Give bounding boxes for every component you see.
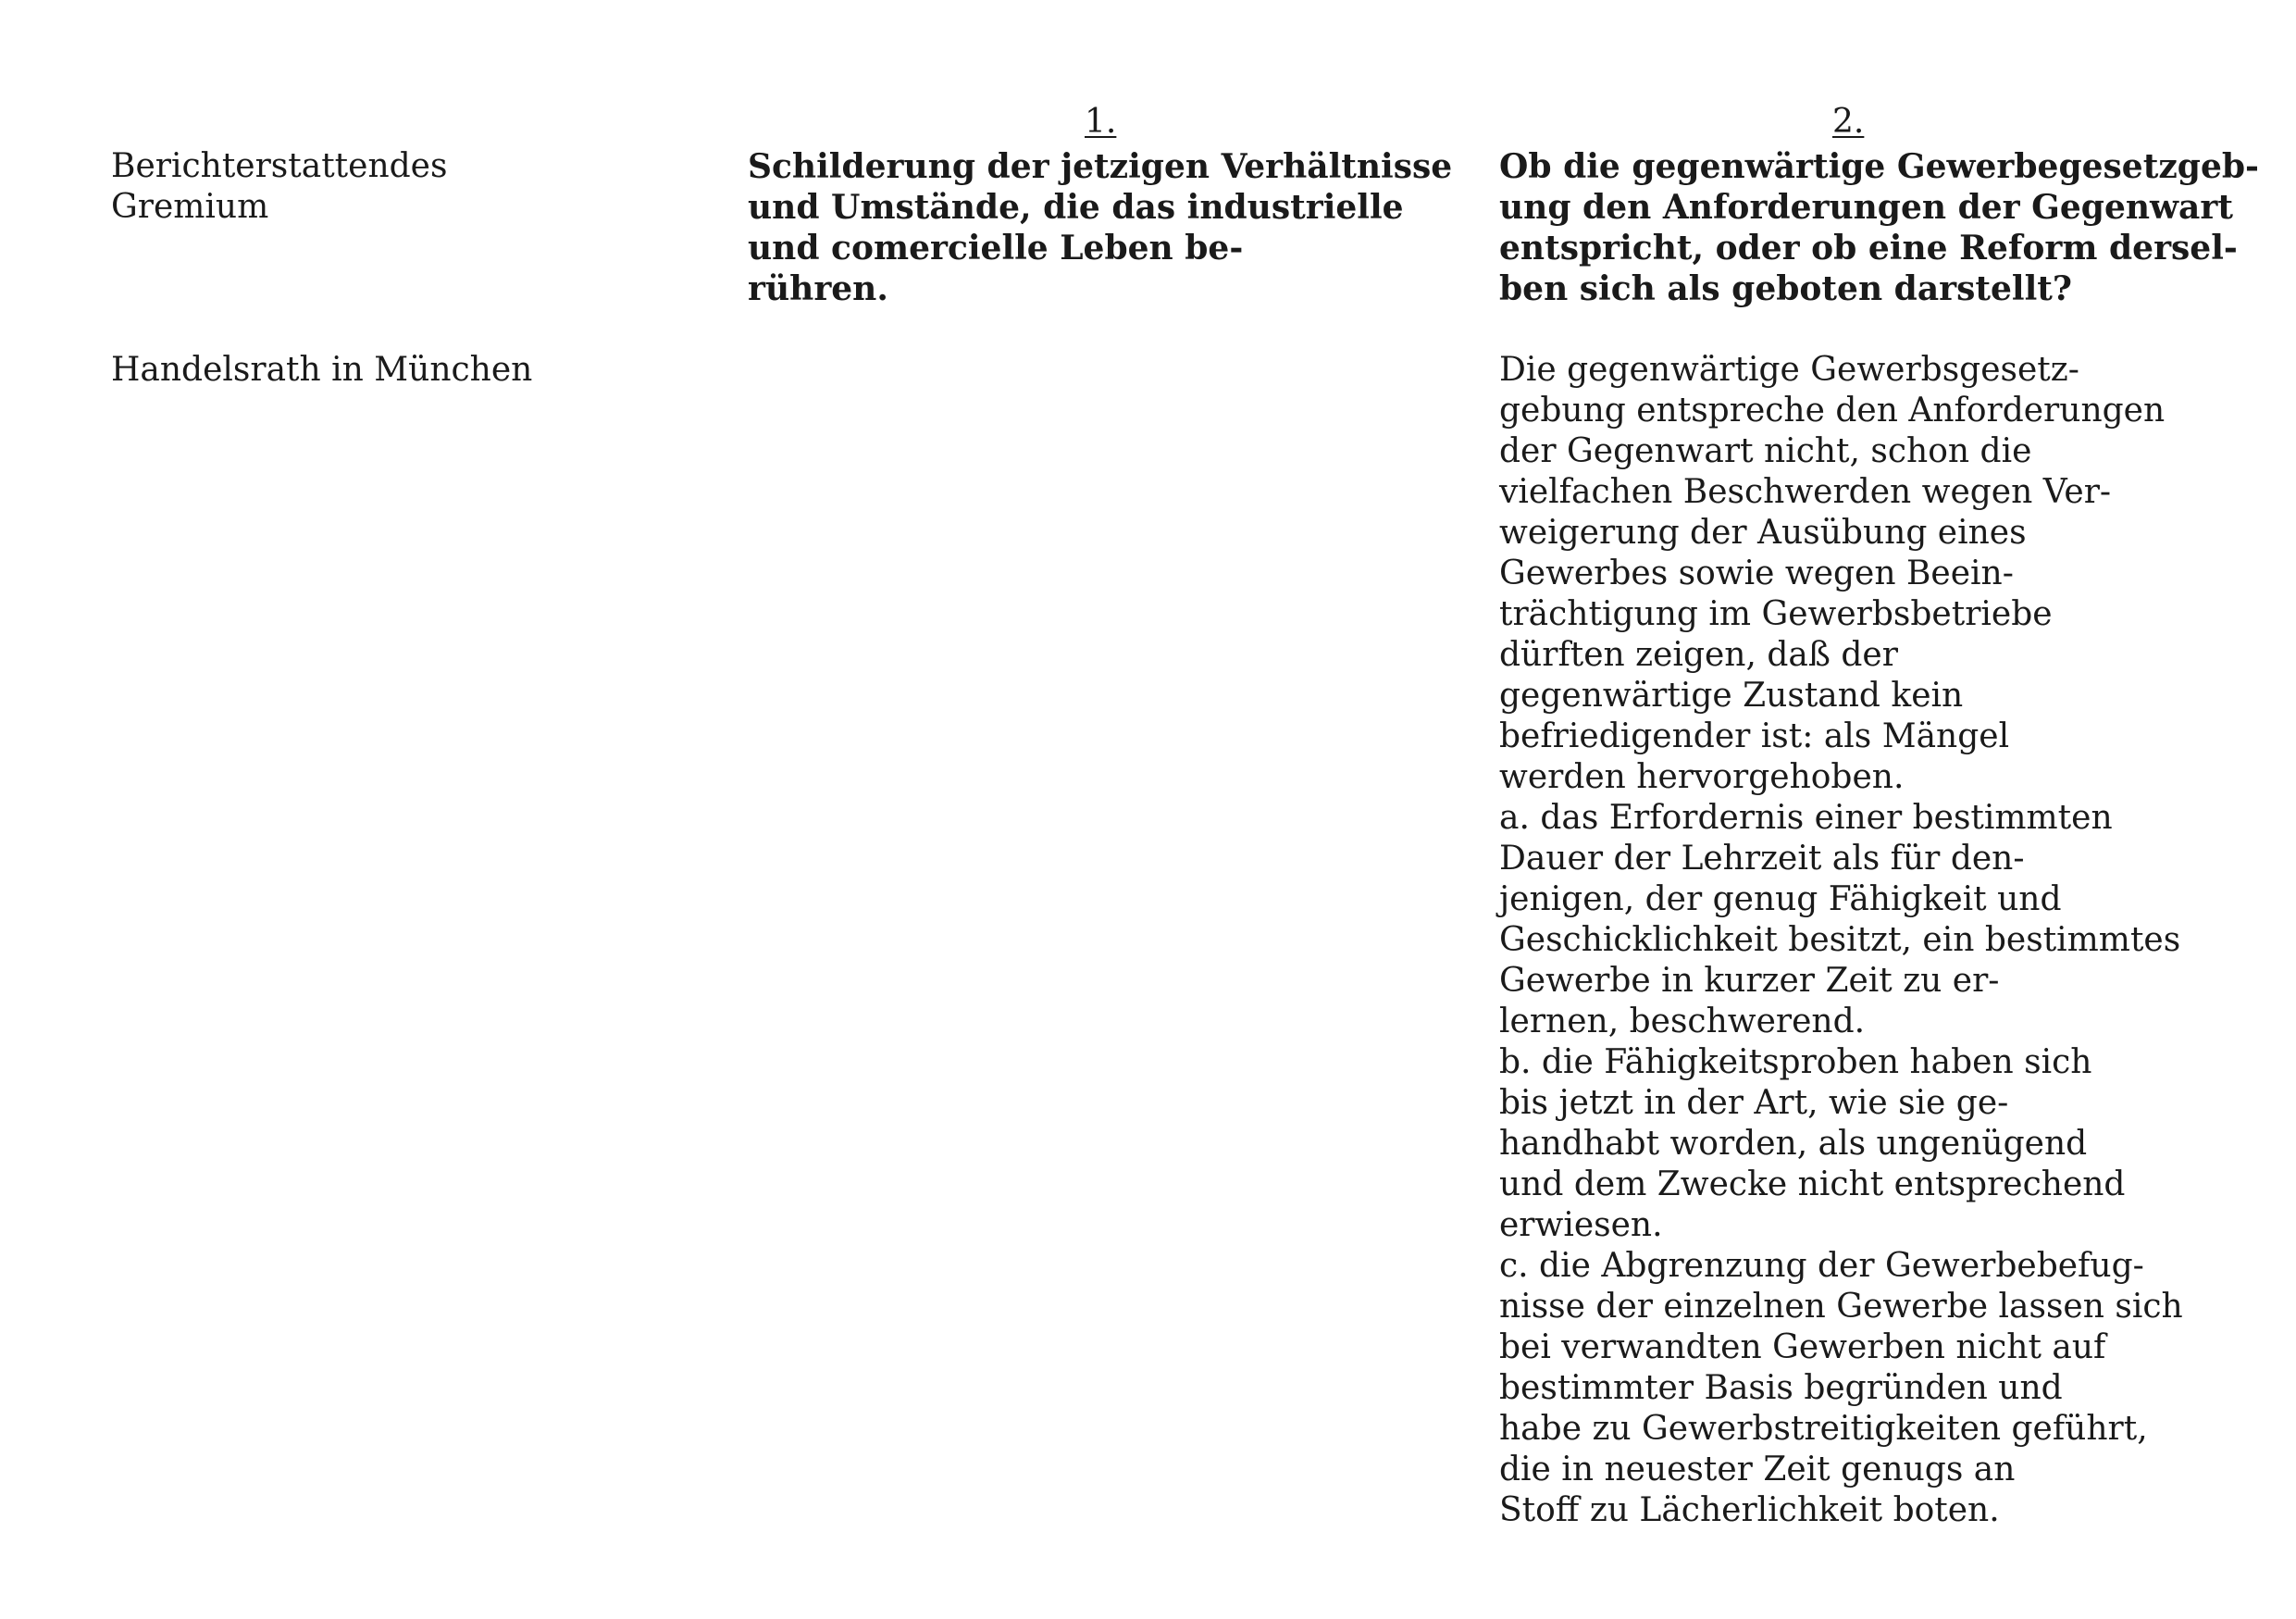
answer-line: lernen, beschwerend.: [1499, 1003, 1866, 1040]
header-label-line: Berichterstattendes: [111, 147, 448, 185]
column-2-question: [1499, 146, 2259, 309]
answer-line: a. das Erfordernis einer bestimmten: [1499, 799, 2113, 837]
question-2-line: ung den Anforderungen der Gegenwart: [1499, 188, 2233, 227]
answer-line: handhabt worden, als ungenügend: [1499, 1125, 2088, 1163]
column-1-question: [748, 146, 1452, 309]
question-1-line: und comercielle Leben be-: [748, 229, 1244, 268]
answer-line: Stoff zu Lächerlichkeit boten.: [1499, 1491, 2000, 1529]
answer-line: trächtigung im Gewerbsbetriebe: [1499, 595, 2053, 633]
question-1-line: rühren.: [748, 269, 888, 308]
question-2-line: ben sich als geboten darstellt?: [1499, 269, 2072, 308]
answer-line: bestimmter Basis begründen und: [1499, 1369, 2063, 1407]
reporting-body-entry: [111, 350, 532, 391]
answer-line: die in neuester Zeit genugs an: [1499, 1451, 2016, 1488]
answer-line: und dem Zwecke nicht entsprechend: [1499, 1165, 2126, 1203]
answer-line: werden hervorgehoben.: [1499, 758, 1905, 796]
reporting-body-name: Handelsrath in München: [111, 351, 533, 389]
answer-line: Die gegenwärtige Gewerbsgesetz-: [1499, 351, 2079, 389]
answer-line: erwiesen.: [1499, 1206, 1663, 1244]
answer-line: gegenwärtige Zustand kein: [1499, 677, 1964, 715]
answer-line: b. die Fähigkeitsproben haben sich: [1499, 1043, 2092, 1081]
answer-line: Gewerbes sowie wegen Beein-: [1499, 554, 2014, 592]
column-number-1: 1.: [1085, 103, 1117, 141]
answer-line: bei verwandten Gewerben nicht auf: [1499, 1328, 2106, 1366]
answer-line: jenigen, der genug Fähigkeit und: [1499, 880, 2062, 918]
answer-line: nisse der einzelnen Gewerbe lassen sich: [1499, 1288, 2183, 1326]
reporting-body-header: [111, 146, 447, 228]
answer-line: gebung entspreche den Anforderungen: [1499, 392, 2166, 430]
answer-line: Geschicklichkeit besitzt, ein bestimmtes: [1499, 921, 2181, 959]
answer-line: dürften zeigen, daß der: [1499, 636, 1898, 674]
question-2-line: entspricht, oder ob eine Reform dersel-: [1499, 229, 2238, 268]
answer-line: c. die Abgrenzung der Gewerbebefug-: [1499, 1247, 2144, 1285]
question-2-line: Ob die gegenwärtige Gewerbegesetzgeb-: [1499, 147, 2259, 186]
answer-line: vielfachen Beschwerden wegen Ver-: [1499, 473, 2112, 511]
answer-line: weigerung der Ausübung eines: [1499, 514, 2027, 552]
column-number-2: 2.: [1832, 103, 1865, 141]
answer-line: habe zu Gewerbstreitigkeiten geführt,: [1499, 1410, 2148, 1448]
question-1-line: Schilderung der jetzigen Verhältnisse: [748, 147, 1453, 186]
answer-line: Gewerbe in kurzer Zeit zu er-: [1499, 962, 2000, 1000]
header-label-line: Gremium: [111, 188, 269, 226]
answer-line: der Gegenwart nicht, schon die: [1499, 432, 2032, 470]
answer-line: Dauer der Lehrzeit als für den-: [1499, 840, 2025, 878]
answer-line: bis jetzt in der Art, wie sie ge-: [1499, 1084, 2009, 1122]
question-1-line: und Umstände, die das industrielle: [748, 188, 1404, 227]
column-2-answer: [1499, 350, 2183, 1531]
answer-line: befriedigender ist: als Mängel: [1499, 717, 2010, 755]
